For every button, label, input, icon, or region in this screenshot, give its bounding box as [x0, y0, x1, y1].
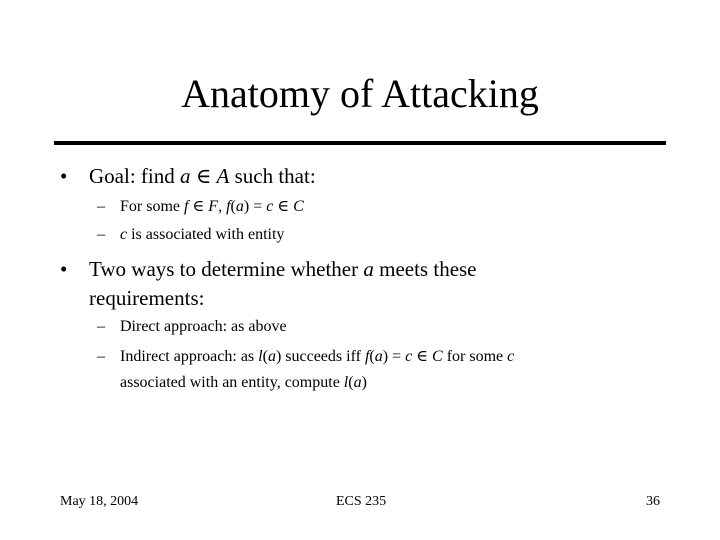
- footer-course: ECS 235: [336, 494, 387, 509]
- subbullet-text: c is associated with entity: [120, 226, 285, 243]
- bullet-text: Goal: find a ∈ A such that:: [89, 164, 316, 188]
- title-rule: [54, 141, 666, 145]
- subbullet-text: For some f ∈ F, f(a) = c ∈ C: [120, 198, 304, 215]
- footer-date: May 18, 2004: [60, 494, 139, 509]
- subbullet-text-line1: Indirect approach: as l(a) succeeds iff f(a) = c ∈ C for some c: [120, 348, 515, 365]
- dash-marker: –: [97, 318, 105, 335]
- bullet-text-line1: Two ways to determine whether a meets these: [89, 257, 477, 281]
- slide-title: Anatomy of Attacking: [181, 71, 539, 116]
- bullet-text-line2: requirements:: [89, 286, 205, 310]
- dash-marker: –: [97, 226, 105, 243]
- subbullet-text-line2: associated with an entity, compute l(a): [120, 374, 367, 391]
- footer-page-number: 36: [646, 494, 660, 509]
- subbullet-text: Direct approach: as above: [120, 318, 287, 335]
- bullet-marker: •: [60, 164, 68, 188]
- dash-marker: –: [97, 348, 105, 365]
- dash-marker: –: [97, 198, 105, 215]
- bullet-marker: •: [60, 257, 68, 281]
